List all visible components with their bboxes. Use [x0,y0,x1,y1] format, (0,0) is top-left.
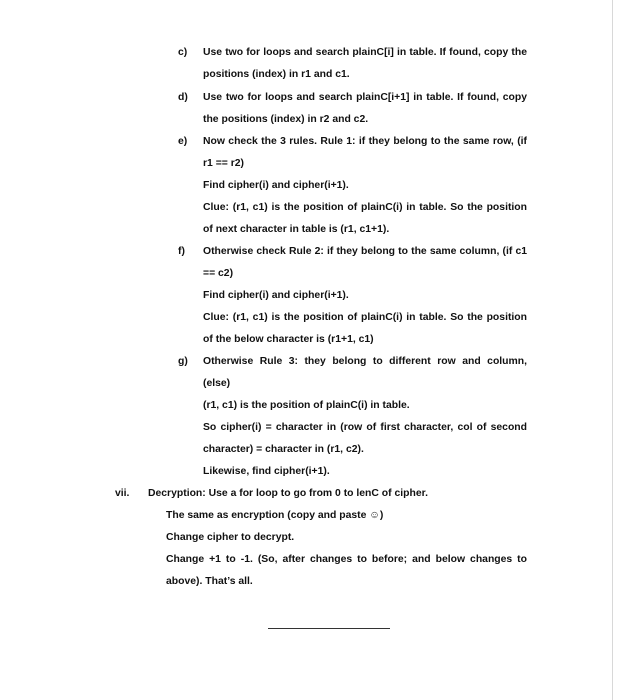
item-vii-label: vii. [115,488,130,499]
item-f-line-3: Find cipher(i) and cipher(i+1). [203,290,349,301]
item-f-label: f) [178,246,185,257]
item-g-line-4: So cipher(i) = character in (row of first character, col of second [203,422,527,433]
item-f-line-4: Clue: (r1, c1) is the position of plainC(i) in table. So the position [203,312,527,323]
item-vii-line-2: The same as encryption (copy and paste ☺) [166,510,384,521]
item-e-line-1: Now check the 3 rules. Rule 1: if they belong to the same row, (if [203,136,527,147]
item-c-line-1: Use two for loops and search plainC[i] in table. If found, copy the [203,47,527,58]
item-g-line-1: Otherwise Rule 3: they belong to different row and column, [203,356,527,367]
item-d-line-1: Use two for loops and search plainC[i+1] in table. If found, copy [203,92,527,103]
item-c-label: c) [178,47,188,58]
item-e-line-4: Clue: (r1, c1) is the position of plainC(i) in table. So the position [203,202,527,213]
item-vii-line-4: Change +1 to -1. (So, after changes to before; and below changes to [166,554,527,565]
item-g-line-2: (else) [203,378,231,389]
item-g-line-5: character) = character in (r1, c2). [203,444,364,455]
item-g-line-6: Likewise, find cipher(i+1). [203,466,330,477]
item-f-line-1: Otherwise check Rule 2: if they belong to the same column, (if c1 [203,246,527,257]
item-c-line-2: positions (index) in r1 and c1. [203,69,350,80]
item-f-line-5: of the below character is (r1+1, c1) [203,334,374,345]
item-e-label: e) [178,136,188,147]
item-e-line-5: of next character in table is (r1, c1+1). [203,224,390,235]
page-edge [612,0,613,700]
item-g-label: g) [178,356,188,367]
item-vii-line-1: Decryption: Use a for loop to go from 0 to lenC of cipher. [148,488,428,499]
item-g-line-3: (r1, c1) is the position of plainC(i) in table. [203,400,410,411]
item-vii-line-5: above). That’s all. [166,576,253,587]
item-e-line-2: r1 == r2) [203,158,245,169]
item-d-line-2: the positions (index) in r2 and c2. [203,114,369,125]
item-d-label: d) [178,92,188,103]
item-e-line-3: Find cipher(i) and cipher(i+1). [203,180,349,191]
item-f-line-2: == c2) [203,268,234,279]
item-vii-line-3: Change cipher to decrypt. [166,532,295,543]
end-rule [268,628,390,629]
